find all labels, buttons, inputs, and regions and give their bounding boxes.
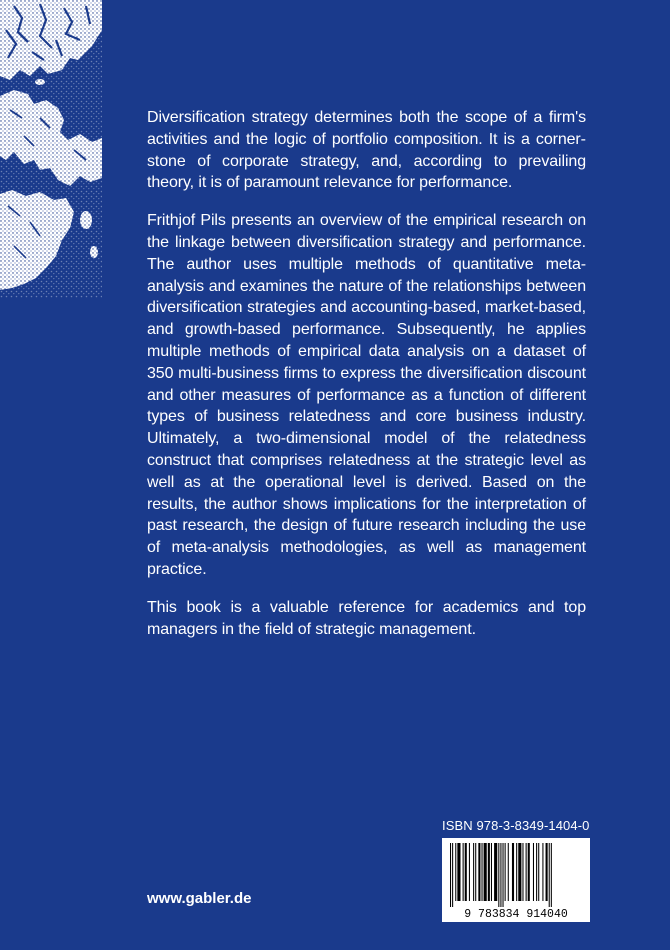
paragraph-overview: Frithjof Pils presents an overview of the empirical research on the linkage between diversification strategy and performance. The author uses multiple methods of quantitative meta-analysis and examines the nature of the relationships between diversification strategies and accounting-based, market-based, and growth-based performance. Subsequently, he applies multiple methods of empirical data analysis on a dataset of 350 multi-business firms to express the diversification discount and other measures of performance as a function of different types of business relatedness and core business industry. Ultimately, a two-dimensional model of the relatedness construct that comprises relatedness at the strategic level as well as at the operational level is derived. Based on the results, the author shows implications for the interpretation of past research, the design of future research including the use of meta-analysis methodologies, as well as management practice. (147, 212, 586, 578)
isbn-label: ISBN 978-3-8349-1404-0 (442, 818, 590, 833)
description-text (147, 107, 586, 656)
paragraph-intro: Diversification strategy determines both the scope of a firm's activities and the logic of portfolio composition. It is a cornerstone of corporate strategy, and, according to prevailing theory, it is of paramount relevance for performance. (147, 109, 586, 192)
barcode-digits: 9 783834 914040 (464, 908, 568, 921)
isbn-barcode (442, 838, 590, 922)
globe-map-graphic (0, 0, 102, 298)
paragraph-audience: This book is a valuable reference for academics and top managers in the field of strategic management. (147, 598, 586, 638)
publisher-website: www.gabler.de (147, 890, 252, 907)
